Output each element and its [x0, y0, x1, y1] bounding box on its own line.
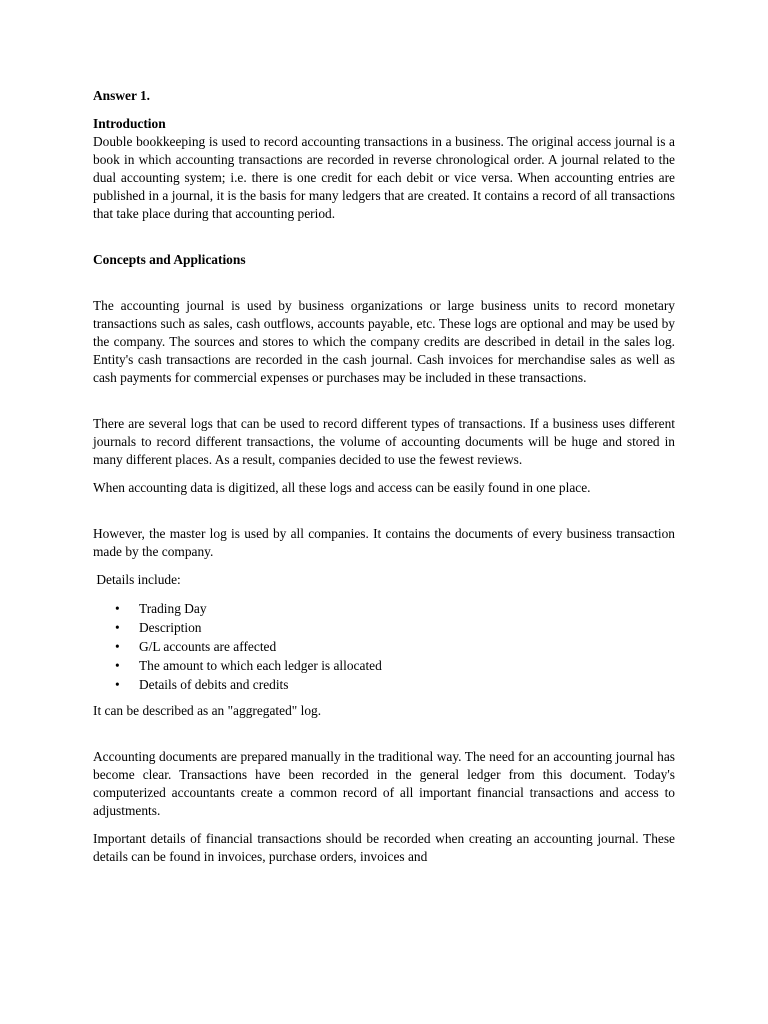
concepts-paragraph-3: When accounting data is digitized, all these logs and access can be easily found in one place. — [93, 480, 591, 495]
intro-heading: Introduction — [93, 116, 166, 131]
list-item: • Description — [93, 618, 675, 637]
concepts-paragraph-1: The accounting journal is used by business organizations or large business units to record monetary transactions such as sales, cash outflows, accounts payable, etc. These logs are optional and may be used by the company. The sources and stores to which the company credits are described in detail in the sales log. Entity's cash transactions are recorded in the cash journal. Cash invoices for merchandise sales as well as cash payments for commercial expenses or purchases may be included in these transactions. — [93, 298, 675, 385]
list-item: • The amount to which each ledger is allocated — [93, 656, 675, 675]
document-body — [93, 87, 675, 866]
concepts-paragraph-2: There are several logs that can be used to record different types of transactions. If a business uses different journals to record different transactions, the volume of accounting documents will be huge and stored in many different places. As a result, companies decided to use the fewest reviews. — [93, 416, 675, 467]
answer-title: Answer 1. — [93, 88, 151, 103]
details-list — [93, 599, 675, 694]
intro-paragraph: Double bookkeeping is used to record accounting transactions in a business. The original access journal is a book in which accounting transactions are recorded in reverse chronological order. A journal related to the dual accounting system; i.e. there is one credit for each debit or vice versa. When accounting entries are published in a journal, it is the basis for many ledgers that are created. It contains a record of all transactions that take place during that accounting period. — [93, 134, 675, 221]
concepts-paragraph-7: Important details of financial transactions should be recorded when creating an accounting journal. These details can be found in invoices, purchase orders, invoices and — [93, 831, 675, 864]
details-intro: Details include: — [93, 572, 181, 587]
concepts-paragraph-5: It can be described as an "aggregated" log. — [93, 703, 322, 718]
concepts-paragraph-6: Accounting documents are prepared manually in the traditional way. The need for an accounting journal has become clear. Transactions have been recorded in the general ledger from this document. Today's computerized accountants create a common record of all important financial transactions and access to adjustments. — [93, 749, 675, 818]
concepts-heading: Concepts and Applications — [93, 252, 246, 267]
list-item: • Trading Day — [93, 599, 675, 618]
list-item: • G/L accounts are affected — [93, 637, 675, 656]
concepts-paragraph-4: However, the master log is used by all companies. It contains the documents of every business transaction made by the company. — [93, 526, 675, 559]
list-item: • Details of debits and credits — [93, 675, 675, 694]
